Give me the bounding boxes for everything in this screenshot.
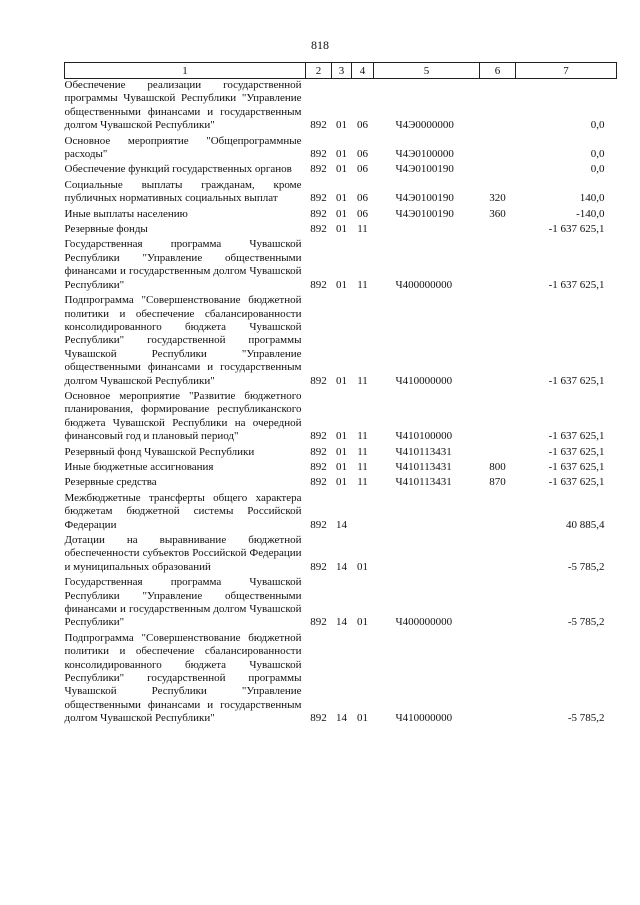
subsection-code-cell: 01 xyxy=(357,712,368,725)
section-code-cell: 01 xyxy=(336,476,347,489)
table-row xyxy=(65,294,617,390)
amount-cell: -5 785,2 xyxy=(567,712,605,725)
expense-type-cell: 320 xyxy=(489,192,506,205)
section-code-cell: 14 xyxy=(336,560,347,573)
amount-cell: -1 637 625,1 xyxy=(548,460,605,473)
subsection-code-cell: 11 xyxy=(357,430,368,443)
admin-code-cell: 892 xyxy=(310,163,327,176)
admin-code-cell: 892 xyxy=(310,460,327,473)
section-code-cell: 01 xyxy=(336,223,347,236)
table-row xyxy=(65,476,617,491)
admin-code-cell: 892 xyxy=(310,207,327,220)
section-code-cell: 01 xyxy=(336,163,347,176)
target-article-cell: Ч4Э0100190 xyxy=(395,207,454,220)
expense-type-cell xyxy=(480,576,516,632)
item-name-cell: Основное мероприятие "Общепрограммные расходы" xyxy=(64,134,302,161)
expense-type-cell: 870 xyxy=(489,476,506,489)
page-number: 818 xyxy=(311,38,329,52)
budget-table xyxy=(64,62,617,728)
subsection-code-cell: 06 xyxy=(357,192,368,205)
table-row xyxy=(65,576,617,632)
amount-cell: -140,0 xyxy=(576,207,605,220)
expense-type-cell xyxy=(480,238,516,294)
header-col-7: 7 xyxy=(516,63,617,79)
section-code-cell: 01 xyxy=(336,148,347,161)
amount-cell: 0,0 xyxy=(590,163,605,176)
amount-cell: 0,0 xyxy=(590,119,605,132)
target-article-cell: Ч410113431 xyxy=(395,445,452,458)
admin-code-cell: 892 xyxy=(310,374,327,387)
amount-cell: -1 637 625,1 xyxy=(548,476,605,489)
target-article-cell: Ч4Э0100190 xyxy=(395,163,454,176)
subsection-code-cell: 01 xyxy=(357,616,368,629)
table-row xyxy=(65,223,617,238)
target-article-cell xyxy=(374,534,480,576)
header-col-6: 6 xyxy=(480,63,516,79)
item-name-cell: Обеспечение реализации государственной программы Чувашской Республики "Управление общественными финансами и государственным долгом Чувашской Республики" xyxy=(64,79,302,132)
expense-type-cell xyxy=(480,492,516,534)
subsection-code-cell: 01 xyxy=(357,560,368,573)
amount-cell: -1 637 625,1 xyxy=(548,445,605,458)
item-name-cell: Основное мероприятие "Развитие бюджетного планирования, формирование республиканского бюджета Чувашской Республики на очередной финансовый год и плановый период" xyxy=(64,389,302,443)
table-row xyxy=(65,446,617,461)
subsection-code-cell: 11 xyxy=(357,476,368,489)
item-name-cell: Подпрограмма "Совершенствование бюджетной политики и обеспечение сбалансированности консолидированного бюджета Чувашской Республики" государственной программы Чувашской Республики "Управление общественными финансами и государственным долгом Чувашской Республики" xyxy=(64,631,302,725)
expense-type-cell xyxy=(480,632,516,728)
section-code-cell: 14 xyxy=(336,712,347,725)
amount-cell: 40 885,4 xyxy=(566,518,605,531)
expense-type-cell xyxy=(480,390,516,446)
amount-cell: -5 785,2 xyxy=(567,616,605,629)
subsection-code-cell: 11 xyxy=(357,445,368,458)
expense-type-cell: 360 xyxy=(489,207,506,220)
table-header xyxy=(65,63,617,79)
item-name-cell: Подпрограмма "Совершенствование бюджетной политики и обеспечение сбалансированности консолидированного бюджета Чувашской Республики" государственной программы Чувашской Республики "Управление общественными финансами и государственным долгом Чувашской Республики" xyxy=(64,294,302,387)
header-col-2: 2 xyxy=(306,63,332,79)
target-article-cell: Ч410000000 xyxy=(395,712,453,725)
expense-type-cell xyxy=(480,223,516,238)
admin-code-cell: 892 xyxy=(310,445,327,458)
section-code-cell: 14 xyxy=(336,518,347,531)
subsection-code-cell xyxy=(352,492,374,534)
target-article-cell: Ч410113431 xyxy=(395,476,452,489)
admin-code-cell: 892 xyxy=(310,712,327,725)
admin-code-cell: 892 xyxy=(310,119,327,132)
expense-type-cell xyxy=(480,534,516,576)
section-code-cell: 01 xyxy=(336,460,347,473)
section-code-cell: 01 xyxy=(336,374,347,387)
item-name-cell: Резервные фонды xyxy=(64,223,148,236)
item-name-cell: Дотации на выравнивание бюджетной обеспеченности субъектов Российской Федерации и муниципальных образований xyxy=(64,534,302,573)
section-code-cell: 01 xyxy=(336,192,347,205)
subsection-code-cell: 11 xyxy=(357,460,368,473)
item-name-cell: Государственная программа Чувашской Республики "Управление общественными финансами и государственным долгом Чувашской Республики" xyxy=(64,576,302,629)
table-row xyxy=(65,135,617,164)
admin-code-cell: 892 xyxy=(310,223,327,236)
target-article-cell: Ч400000000 xyxy=(395,278,453,291)
target-article-cell: Ч410100000 xyxy=(395,430,453,443)
item-name-cell: Резервные средства xyxy=(64,476,157,489)
item-name-cell: Иные выплаты населению xyxy=(64,207,188,220)
expense-type-cell xyxy=(480,294,516,390)
item-name-cell: Резервный фонд Чувашской Республики xyxy=(64,445,255,458)
amount-cell: -1 637 625,1 xyxy=(548,374,605,387)
admin-code-cell: 892 xyxy=(310,518,327,531)
amount-cell: -1 637 625,1 xyxy=(548,223,605,236)
header-col-3: 3 xyxy=(332,63,352,79)
target-article-cell: Ч4Э0100190 xyxy=(395,192,454,205)
section-code-cell: 01 xyxy=(336,207,347,220)
expense-type-cell xyxy=(480,446,516,461)
table-row xyxy=(65,492,617,534)
table-row xyxy=(65,163,617,178)
section-code-cell: 01 xyxy=(336,445,347,458)
header-row xyxy=(65,63,617,79)
table-row xyxy=(65,79,617,135)
target-article-cell xyxy=(374,223,480,238)
admin-code-cell: 892 xyxy=(310,616,327,629)
subsection-code-cell: 06 xyxy=(357,163,368,176)
item-name-cell: Социальные выплаты гражданам, кроме публичных нормативных социальных выплат xyxy=(64,178,302,205)
admin-code-cell: 892 xyxy=(310,560,327,573)
table-row xyxy=(65,179,617,208)
table-row xyxy=(65,238,617,294)
table-body xyxy=(65,79,617,728)
section-code-cell: 01 xyxy=(336,119,347,132)
table-row xyxy=(65,632,617,728)
expense-type-cell xyxy=(480,79,516,135)
header-col-5: 5 xyxy=(374,63,480,79)
header-col-4: 4 xyxy=(352,63,374,79)
admin-code-cell: 892 xyxy=(310,148,327,161)
admin-code-cell: 892 xyxy=(310,192,327,205)
item-name-cell: Иные бюджетные ассигнования xyxy=(64,460,214,473)
section-code-cell: 14 xyxy=(336,616,347,629)
admin-code-cell: 892 xyxy=(310,278,327,291)
expense-type-cell xyxy=(480,163,516,178)
amount-cell: -1 637 625,1 xyxy=(548,430,605,443)
table-row xyxy=(65,208,617,223)
subsection-code-cell: 06 xyxy=(357,148,368,161)
section-code-cell: 01 xyxy=(336,430,347,443)
expense-type-cell xyxy=(480,135,516,164)
item-name-cell: Государственная программа Чувашской Республики "Управление общественными финансами и государственным долгом Чувашской Республики" xyxy=(64,238,302,291)
admin-code-cell: 892 xyxy=(310,476,327,489)
subsection-code-cell: 11 xyxy=(357,374,368,387)
target-article-cell: Ч4Э0100000 xyxy=(395,148,454,161)
amount-cell: 140,0 xyxy=(579,192,605,205)
item-name-cell: Межбюджетные трансферты общего характера бюджетам бюджетной системы Российской Федерации xyxy=(64,491,302,531)
target-article-cell: Ч400000000 xyxy=(395,616,453,629)
admin-code-cell: 892 xyxy=(310,430,327,443)
header-col-1: 1 xyxy=(65,63,306,79)
item-name-cell: Обеспечение функций государственных органов xyxy=(64,163,292,176)
amount-cell: -5 785,2 xyxy=(567,560,605,573)
target-article-cell: Ч410000000 xyxy=(395,374,453,387)
target-article-cell: Ч4Э0000000 xyxy=(395,119,454,132)
target-article-cell: Ч410113431 xyxy=(395,460,452,473)
expense-type-cell: 800 xyxy=(489,460,506,473)
subsection-code-cell: 11 xyxy=(357,223,368,236)
amount-cell: 0,0 xyxy=(590,148,605,161)
amount-cell: -1 637 625,1 xyxy=(548,278,605,291)
table-row xyxy=(65,390,617,446)
table-row xyxy=(65,534,617,576)
subsection-code-cell: 06 xyxy=(357,119,368,132)
subsection-code-cell: 11 xyxy=(357,278,368,291)
section-code-cell: 01 xyxy=(336,278,347,291)
target-article-cell xyxy=(374,492,480,534)
subsection-code-cell: 06 xyxy=(357,207,368,220)
table-row xyxy=(65,461,617,476)
